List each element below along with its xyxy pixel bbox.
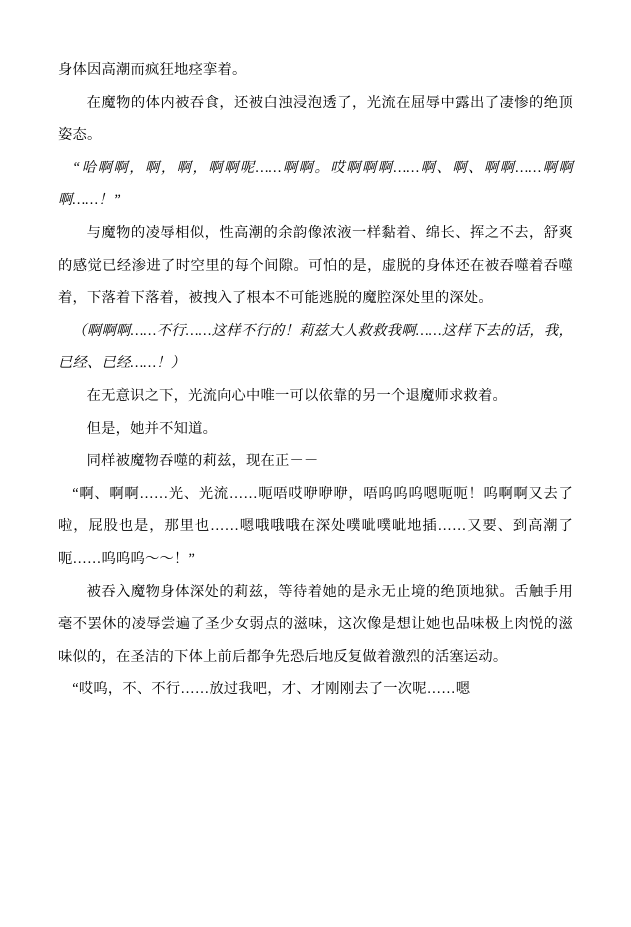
paragraph-10: 被吞入魔物身体深处的莉兹，等待着她的是永无止境的绝顶地狱。舌触手用毫不罢休的凌辱尝遍了圣少女弱点的滋味，这次像是想让她也品味极上肉悦的滋味似的，在圣洁的下体上前后都争先恐后地反复做着激烈的活塞运动。	[58, 583, 573, 665]
paragraph-1: 身体因高潮而疯狂地痉挛着。	[58, 62, 247, 78]
paragraph-8: 同样被魔物吞噬的莉兹，现在正－－	[86, 453, 319, 470]
document-body	[58, 54, 573, 706]
paragraph-7: 但是，她并不知道。	[86, 420, 218, 437]
paragraph-5-inner-monologue: （啊啊啊……不行……这样不行的！莉兹大人救救我啊……这样下去的话，我，已经、已经……！）	[58, 322, 573, 372]
paragraph-11-dialogue: “哎呜，不、不行……放过我吧，才、才刚刚去了一次呢……嗯	[72, 681, 471, 698]
paragraph-9-dialogue: “啊、啊啊……光、光流……呃唔哎咿咿咿，唔呜呜呜嗯呃呃！呜啊啊又去了啦，屁股也是，那里也……嗯哦哦哦在深处噗呲噗呲地插……又要、到高潮了呃……呜呜呜～～！”	[58, 485, 573, 567]
paragraph-3-dialogue: “哈啊啊，啊，啊，啊啊呢……啊啊。哎啊啊啊……啊、啊、啊啊……啊啊啊……！”	[58, 159, 573, 209]
paragraph-6: 在无意识之下，光流向心中唯一可以依靠的另一个退魔师求救着。	[86, 387, 507, 404]
paragraph-2: 在魔物的体内被吞食，还被白浊浸泡透了，光流在屈辱中露出了凄惨的绝顶姿态。	[58, 94, 573, 144]
paragraph-4: 与魔物的凌辱相似，性高潮的余韵像浓液一样黏着、绵长、挥之不去，舒爽的感觉已经渗进了时空里的每个间隙。可怕的是，虚脱的身体还在被吞噬着吞噬着，下落着下落着，被拽入了根本不可能逃脱的魔腔深处里的深处。	[58, 224, 573, 307]
